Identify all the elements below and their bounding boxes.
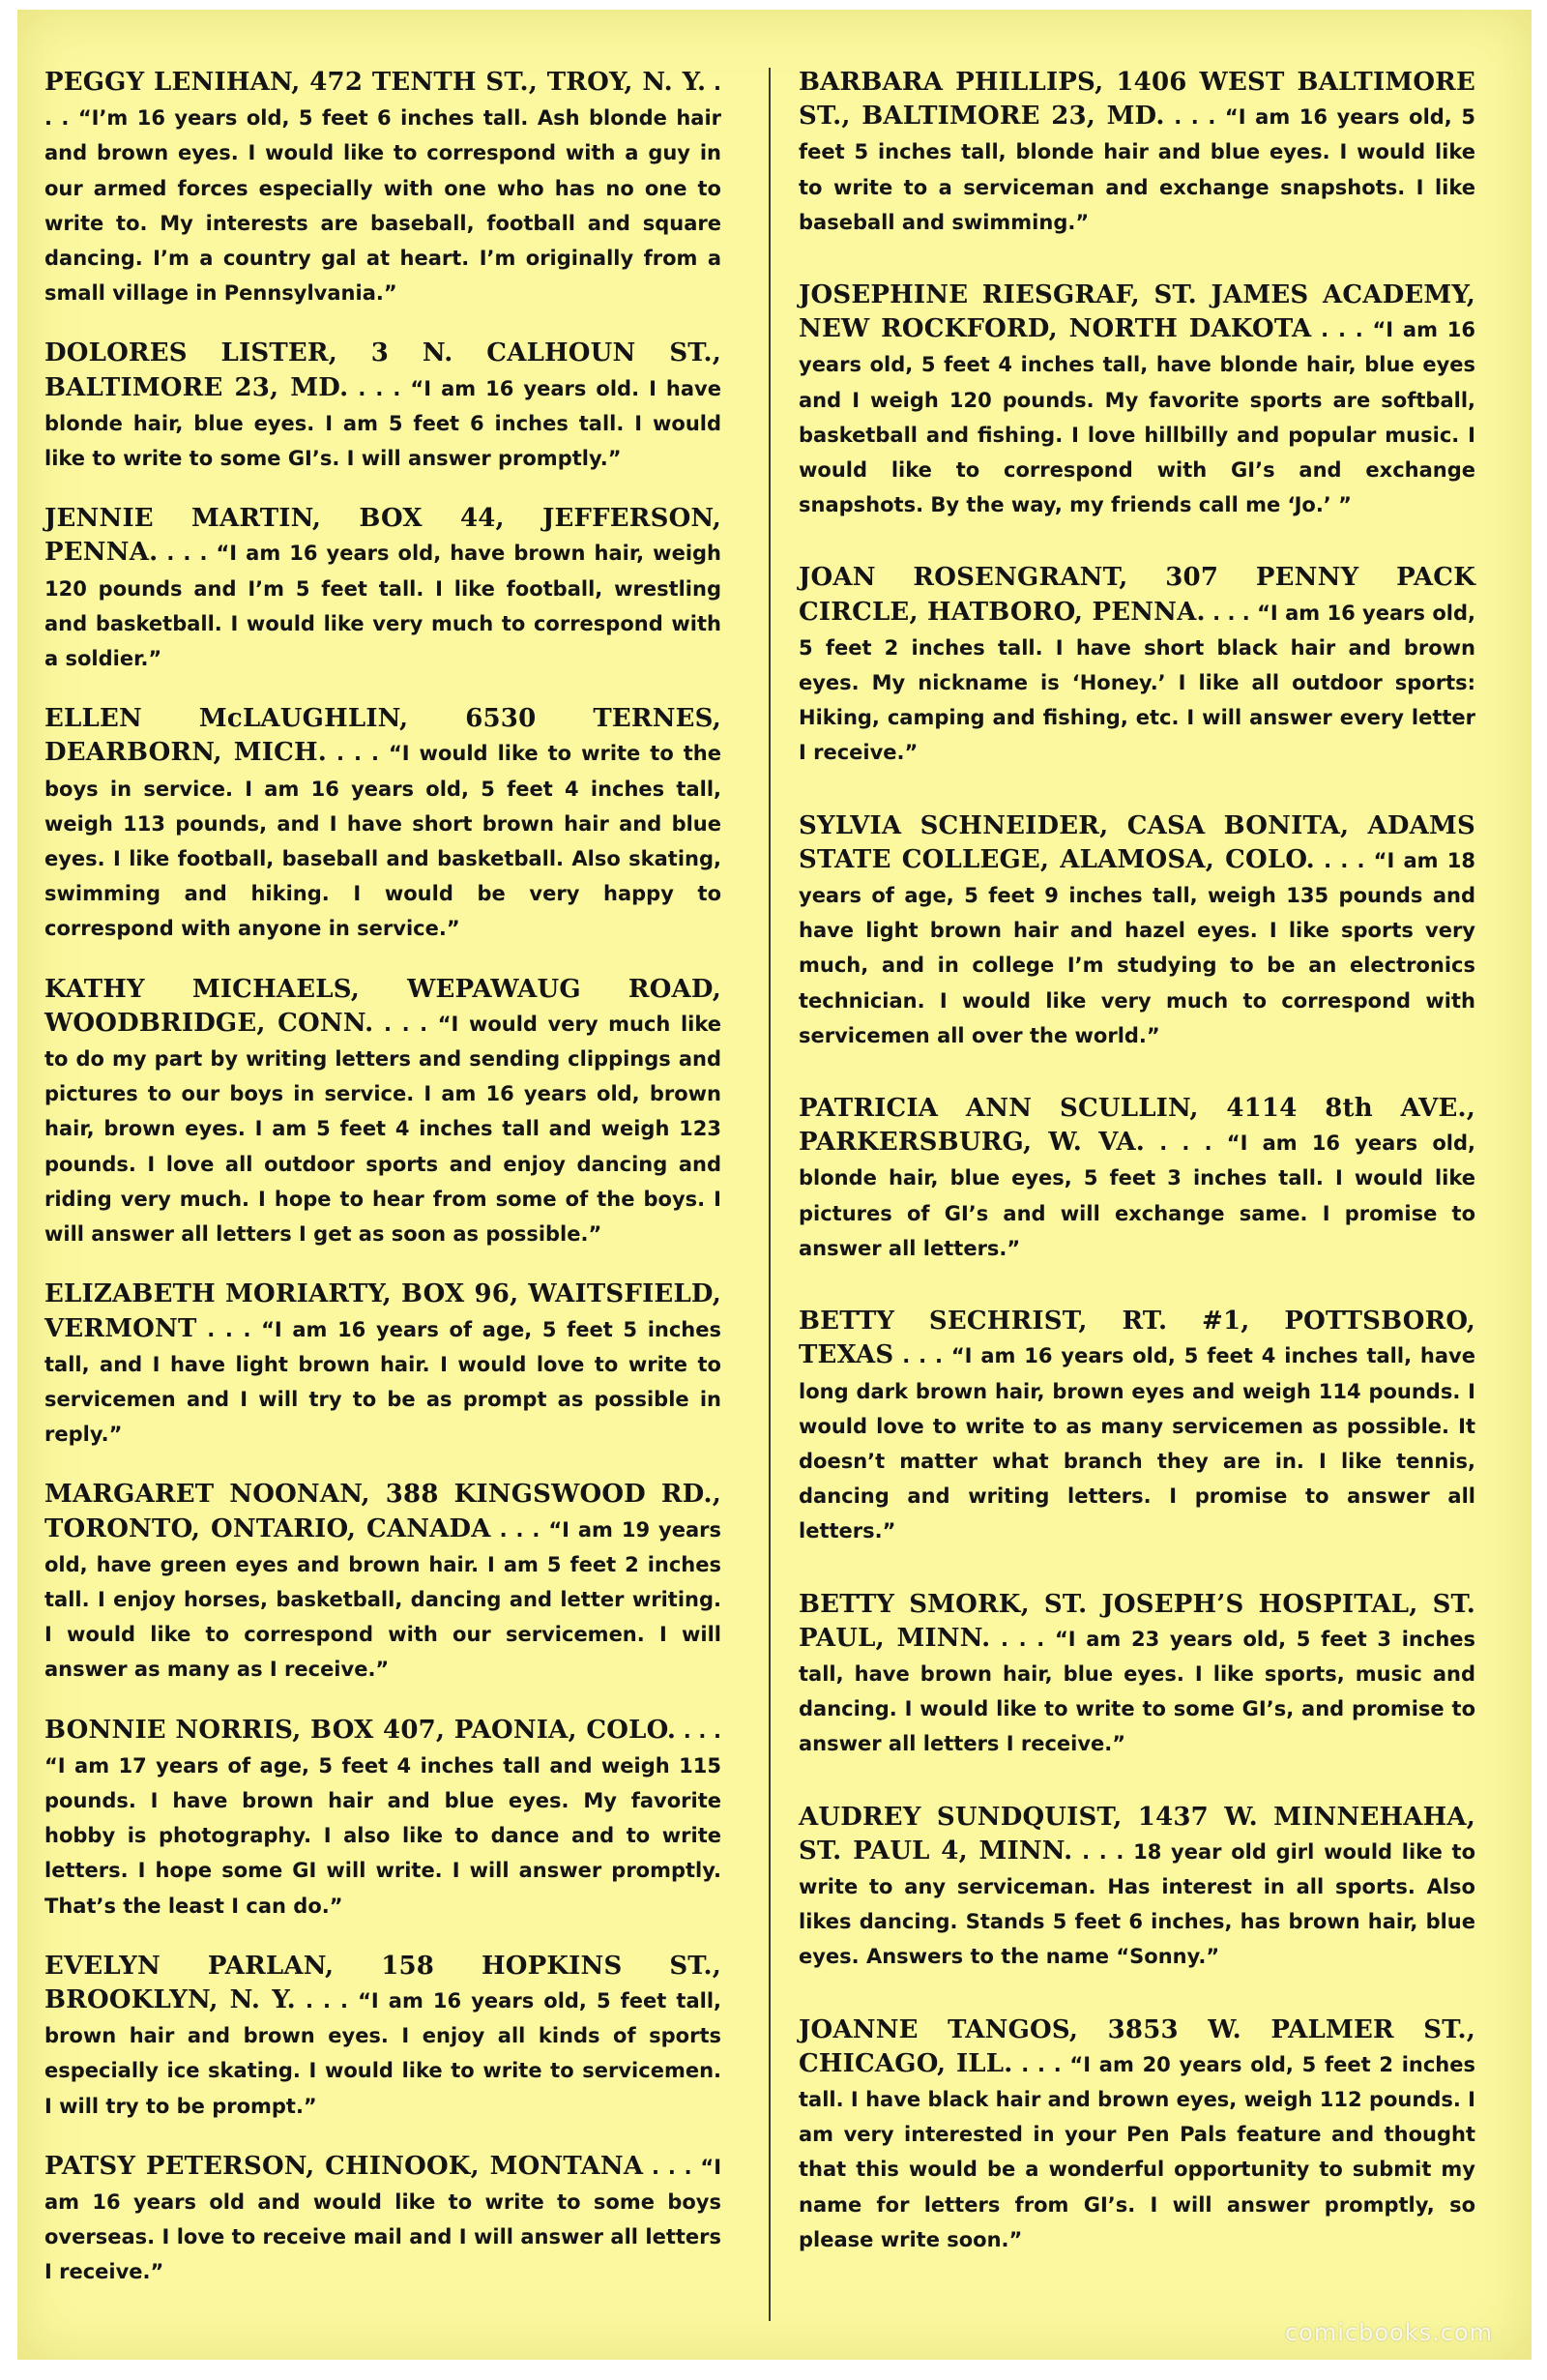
- pen-pal-entry: [44, 502, 721, 676]
- entry-name: PEGGY LENIHAN, 472 TENTH ST., TROY, N. Y.: [44, 68, 707, 97]
- pen-pal-entry: [799, 1092, 1475, 1266]
- column-divider: [769, 68, 771, 2321]
- entry-name: DOLORES LISTER, 3 N. CALHOUN ST., BALTIMORE 23, MD.: [44, 338, 721, 402]
- pen-pal-entry: [799, 1801, 1475, 1975]
- entry-text: . . . “I am 16 years old, 5 feet 4 inches tall, have blonde hair, blue eyes and I weigh 120 pounds. My favorite sports are softball, basketball and fishing. I love hillbilly and popular music. I would like to correspond with GI’s and exchange snapshots. By the way, my friends call me ‘Jo.’ ”: [799, 318, 1475, 517]
- pen-pal-entry: [799, 809, 1475, 1053]
- entry-name: BETTY SECHRIST, RT. #1, POTTSBORO, TEXAS: [799, 1307, 1475, 1370]
- entry-name: PATSY PETERSON, CHINOOK, MONTANA: [44, 2151, 644, 2181]
- entry-name: PATRICIA ANN SCULLIN, 4114 8th AVE., PARKERSBURG, W. VA.: [799, 1094, 1475, 1158]
- entry-name: JOANNE TANGOS, 3853 W. PALMER ST., CHICAGO, ILL.: [799, 2014, 1475, 2078]
- entry-text: . . . “I am 16 years old, 5 feet tall, brown hair and brown eyes. I enjoy all kinds of sports especially ice skating. I would like to write to servicemen. I will try to be prompt.”: [44, 1988, 721, 2118]
- pen-pal-entry: [44, 1950, 721, 2124]
- entry-name: BETTY SMORK, ST. JOSEPH’S HOSPITAL, ST. PAUL, MINN.: [799, 1589, 1475, 1653]
- pen-pal-entry: [799, 279, 1475, 522]
- entry-text: . . . “I am 17 years of age, 5 feet 4 inches tall and weigh 115 pounds. I have brown hair and blue eyes. My favorite hobby is photography. I also like to dance and to write letters. I hope some GI will write. I will answer promptly. That’s the least I can do.”: [44, 1719, 721, 1918]
- pen-pal-entry: [44, 1714, 721, 1924]
- entry-text: . . . “I am 16 years old and would like to write to some boys overseas. I love to receive mail and I will answer all letters I receive.”: [44, 2155, 722, 2284]
- entry-text: . . . “I am 16 years old, 5 feet 4 inches tall, have long dark brown hair, brown eyes and weigh 114 pounds. I would love to write to as many servicemen as possible. It doesn’t matter what branch they are in. I like tennis, dancing and writing letters. I promise to answer all letters.”: [799, 1344, 1475, 1543]
- entry-text: . . . “I am 16 years of age, 5 feet 5 inches tall, and I have light brown hair. I would love to write to servicemen and I will try to be as prompt as possible in reply.”: [44, 1317, 721, 1447]
- entry-name: JOSEPHINE RIESGRAF, ST. JAMES ACADEMY, NEW ROCKFORD, NORTH DAKOTA: [799, 280, 1475, 344]
- entry-text: . . . 18 year old girl would like to write to any serviceman. Has interest in all sports. Also likes dancing. Stands 5 feet 6 inches, has brown hair, blue eyes. Answers to the name “Sonny.”: [799, 1839, 1475, 1969]
- right-column: [799, 66, 1475, 2257]
- pen-pal-entry: [44, 2150, 721, 2290]
- entry-text: . . . “I would very much like to do my part by writing letters and sending clippings and pictures to our boys in service. I am 16 years old, brown hair, brown eyes. I am 5 feet 4 inches tall and weigh 123 pounds. I love all outdoor sports and enjoy dancing and riding very much. I hope to hear from some of the boys. I will answer all letters I get as soon as possible.”: [44, 1012, 722, 1247]
- pen-pal-entry: [799, 561, 1475, 770]
- magazine-page: [17, 10, 1532, 2360]
- pen-pal-entry: [799, 1588, 1475, 1762]
- entry-text: . . . “I’m 16 years old, 5 feet 6 inches tall. Ash blonde hair and brown eyes. I would like to correspond with a guy in our armed forces especially with one who has no one to write to. My interests are baseball, football and square dancing. I’m a country gal at heart. I’m originally from a small village in Pennsylvania.”: [44, 72, 721, 306]
- pen-pal-entry: [799, 66, 1475, 240]
- pen-pal-entry: [44, 973, 721, 1252]
- pen-pal-entry: [799, 2013, 1475, 2257]
- pen-pal-entry: [44, 702, 721, 946]
- entry-name: ELIZABETH MORIARTY, BOX 96, WAITSFIELD, VERMONT: [44, 1279, 721, 1343]
- entry-text: . . . “I am 16 years old, 5 feet 5 inches tall, blonde hair and blue eyes. I would like to write to a serviceman and exchange snapshots. I like baseball and swimming.”: [799, 105, 1475, 234]
- entry-text: . . . “I am 16 years old, have brown hair, weigh 120 pounds and I’m 5 feet tall. I like football, wrestling and basketball. I would like very much to correspond with a soldier.”: [44, 542, 721, 671]
- entry-text: . . . “I am 18 years of age, 5 feet 9 inches tall, weigh 135 pounds and have light brown hair and hazel eyes. I like sports very much, and in college I’m studying to be an electronics technician. I would like very much to correspond with servicemen all over the world.”: [799, 848, 1475, 1047]
- pen-pal-entry: [799, 1305, 1475, 1548]
- pen-pal-entry: [44, 66, 721, 310]
- entry-name: ELLEN McLAUGHLIN, 6530 TERNES, DEARBORN, MICH.: [44, 704, 721, 768]
- entry-text: . . . “I am 16 years old, 5 feet 2 inches tall. I have short black hair and brown eyes. My nickname is ‘Honey.’ I like all outdoor sports: Hiking, camping and fishing, etc. I will answer every letter I receive.”: [799, 601, 1475, 765]
- left-column: [44, 66, 721, 2290]
- entry-name: BARBARA PHILLIPS, 1406 WEST BALTIMORE ST., BALTIMORE 23, MD.: [799, 68, 1475, 132]
- entry-name: JOAN ROSENGRANT, 307 PENNY PACK CIRCLE, HATBORO, PENNA.: [799, 563, 1475, 627]
- entry-text: . . . “I am 20 years old, 5 feet 2 inches tall. I have black hair and brown eyes, weigh 112 pounds. I am very interested in your Pen Pals feature and thought that this would be a wonderful opportunity to submit my name for letters from GI’s. I will answer promptly, so please write soon.”: [799, 2052, 1475, 2251]
- entry-text: . . . “I am 23 years old, 5 feet 3 inches tall, have brown hair, blue eyes. I like sports, music and dancing. I would like to write to some GI’s, and promise to answer all letters I receive.”: [799, 1627, 1476, 1756]
- entry-text: . . . “I am 16 years old. I have blonde hair, blue eyes. I am 5 feet 6 inches tall. I would like to write to some GI’s. I will answer promptly.”: [44, 376, 721, 471]
- entry-name: EVELYN PARLAN, 158 HOPKINS ST., BROOKLYN, N. Y.: [44, 1951, 721, 2014]
- entry-name: BONNIE NORRIS, BOX 407, PAONIA, COLO.: [44, 1715, 677, 1745]
- entry-name: AUDREY SUNDQUIST, 1437 W. MINNEHAHA, ST. PAUL 4, MINN.: [799, 1802, 1475, 1866]
- pen-pal-entry: [44, 337, 721, 476]
- entry-name: MARGARET NOONAN, 388 KINGSWOOD RD., TORONTO, ONTARIO, CANADA: [44, 1480, 721, 1543]
- entry-name: SYLVIA SCHNEIDER, CASA BONITA, ADAMS STATE COLLEGE, ALAMOSA, COLO.: [799, 810, 1475, 874]
- entry-text: . . . “I would like to write to the boys in service. I am 16 years old, 5 feet 4 inches tall, weigh 113 pounds, and I have short brown hair and blue eyes. I like football, baseball and basketball. Also skating, swimming and hiking. I would be very happy to correspond with anyone in service.”: [44, 742, 721, 941]
- entry-name: JENNIE MARTIN, BOX 44, JEFFERSON, PENNA.: [44, 504, 721, 568]
- entry-text: . . . “I am 16 years old, blonde hair, blue eyes, 5 feet 3 inches tall. I would like pictures of GI’s and will exchange same. I promise to answer all letters.”: [799, 1131, 1476, 1260]
- entry-name: KATHY MICHAELS, WEPAWAUG ROAD, WOODBRIDGE, CONN.: [44, 974, 721, 1038]
- pen-pal-entry: [44, 1278, 721, 1452]
- pen-pal-entry: [44, 1478, 721, 1687]
- watermark: comicbooks.com: [1284, 2319, 1493, 2346]
- entry-text: . . . “I am 19 years old, have green eyes and brown hair. I am 5 feet 2 inches tall. I enjoy horses, basketball, dancing and letter writing. I would like to correspond with our servicemen. I will answer as many as I receive.”: [44, 1517, 721, 1682]
